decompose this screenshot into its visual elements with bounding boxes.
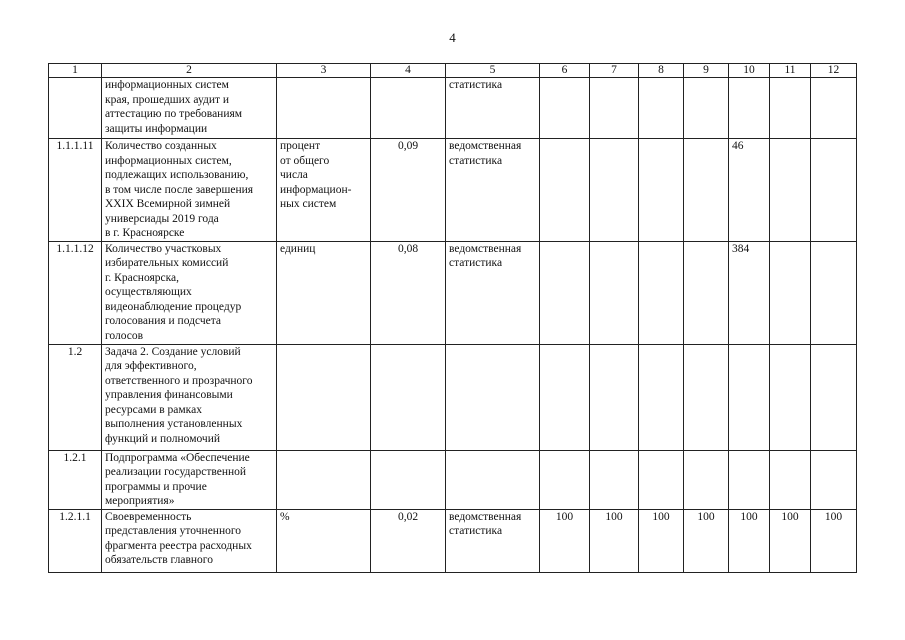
cell-value: 384 bbox=[729, 241, 770, 344]
cell-weight bbox=[371, 344, 446, 450]
cell-unit bbox=[277, 344, 371, 450]
cell-number bbox=[49, 78, 102, 139]
page-number: 4 bbox=[449, 30, 456, 45]
cell-indicator: Задача 2. Создание условий для эффективного, ответственного и прозрачного управления финансовыми ресурсами в рамках выполнения установленных функций и полномочий bbox=[102, 344, 277, 450]
cell-value bbox=[684, 450, 729, 509]
cell-number: 1.2 bbox=[49, 344, 102, 450]
col-header-9: 9 bbox=[684, 64, 729, 78]
cell-weight: 0,09 bbox=[371, 139, 446, 242]
cell-number: 1.2.1 bbox=[49, 450, 102, 509]
cell-value bbox=[639, 139, 684, 242]
cell-indicator: информационных систем края, прошедших аудит и аттестацию по требованиям защиты информации bbox=[102, 78, 277, 139]
table-row bbox=[49, 78, 857, 139]
cell-value bbox=[540, 450, 590, 509]
cell-unit bbox=[277, 78, 371, 139]
col-header-1: 1 bbox=[49, 64, 102, 78]
table-row bbox=[49, 344, 857, 450]
cell-source bbox=[446, 450, 540, 509]
cell-value bbox=[540, 241, 590, 344]
col-header-10: 10 bbox=[729, 64, 770, 78]
table-row bbox=[49, 139, 857, 242]
cell-number: 1.1.1.12 bbox=[49, 241, 102, 344]
cell-source bbox=[446, 344, 540, 450]
cell-source: ведомственная статистика bbox=[446, 241, 540, 344]
header-row bbox=[49, 64, 857, 78]
cell-number: 1.2.1.1 bbox=[49, 509, 102, 572]
cell-value bbox=[540, 78, 590, 139]
cell-weight bbox=[371, 78, 446, 139]
col-header-4: 4 bbox=[371, 64, 446, 78]
cell-value: 100 bbox=[770, 509, 811, 572]
indicators-table bbox=[48, 63, 857, 573]
cell-value: 100 bbox=[590, 509, 639, 572]
cell-unit: процент от общего числа информацион- ных систем bbox=[277, 139, 371, 242]
cell-value bbox=[770, 450, 811, 509]
cell-value bbox=[684, 344, 729, 450]
col-header-6: 6 bbox=[540, 64, 590, 78]
cell-unit: % bbox=[277, 509, 371, 572]
cell-value bbox=[590, 344, 639, 450]
cell-value: 100 bbox=[540, 509, 590, 572]
cell-weight: 0,02 bbox=[371, 509, 446, 572]
cell-value: 100 bbox=[729, 509, 770, 572]
cell-source: ведомственная статистика bbox=[446, 509, 540, 572]
cell-number: 1.1.1.11 bbox=[49, 139, 102, 242]
cell-value bbox=[639, 344, 684, 450]
col-header-7: 7 bbox=[590, 64, 639, 78]
cell-source: ведомственная статистика bbox=[446, 139, 540, 242]
cell-value: 46 bbox=[729, 139, 770, 242]
cell-value bbox=[811, 344, 857, 450]
cell-indicator: Подпрограмма «Обеспечение реализации государственной программы и прочие мероприятия» bbox=[102, 450, 277, 509]
cell-indicator: Количество участковых избирательных комиссий г. Красноярска, осуществляющих видеонаблюдение процедур голосования и подсчета голосов bbox=[102, 241, 277, 344]
cell-indicator: Количество созданных информационных систем, подлежащих использованию, в том числе после завершения XXIX Всемирной зимней универсиады 2019 года в г. Красноярске bbox=[102, 139, 277, 242]
cell-value bbox=[811, 241, 857, 344]
col-header-5: 5 bbox=[446, 64, 540, 78]
cell-value bbox=[811, 78, 857, 139]
col-header-8: 8 bbox=[639, 64, 684, 78]
cell-value bbox=[811, 450, 857, 509]
cell-value bbox=[729, 450, 770, 509]
cell-value bbox=[684, 78, 729, 139]
cell-value bbox=[811, 139, 857, 242]
cell-value bbox=[770, 241, 811, 344]
cell-value bbox=[590, 241, 639, 344]
cell-value bbox=[639, 450, 684, 509]
col-header-3: 3 bbox=[277, 64, 371, 78]
cell-value: 100 bbox=[639, 509, 684, 572]
col-header-11: 11 bbox=[770, 64, 811, 78]
cell-unit: единиц bbox=[277, 241, 371, 344]
cell-value bbox=[540, 139, 590, 242]
cell-value bbox=[729, 78, 770, 139]
cell-value bbox=[590, 139, 639, 242]
cell-value bbox=[684, 139, 729, 242]
cell-value bbox=[770, 344, 811, 450]
cell-weight bbox=[371, 450, 446, 509]
cell-value bbox=[590, 78, 639, 139]
cell-source: статистика bbox=[446, 78, 540, 139]
cell-value bbox=[540, 344, 590, 450]
cell-value bbox=[770, 139, 811, 242]
cell-value bbox=[770, 78, 811, 139]
col-header-2: 2 bbox=[102, 64, 277, 78]
cell-value: 100 bbox=[684, 509, 729, 572]
cell-unit bbox=[277, 450, 371, 509]
cell-value bbox=[639, 78, 684, 139]
col-header-12: 12 bbox=[811, 64, 857, 78]
cell-value bbox=[684, 241, 729, 344]
cell-weight: 0,08 bbox=[371, 241, 446, 344]
cell-value bbox=[590, 450, 639, 509]
table-row bbox=[49, 450, 857, 509]
table-row bbox=[49, 241, 857, 344]
cell-value bbox=[639, 241, 684, 344]
cell-value: 100 bbox=[811, 509, 857, 572]
cell-indicator: Своевременность представления уточненного фрагмента реестра расходных обязательств главного bbox=[102, 509, 277, 572]
table-row bbox=[49, 509, 857, 572]
cell-value bbox=[729, 344, 770, 450]
